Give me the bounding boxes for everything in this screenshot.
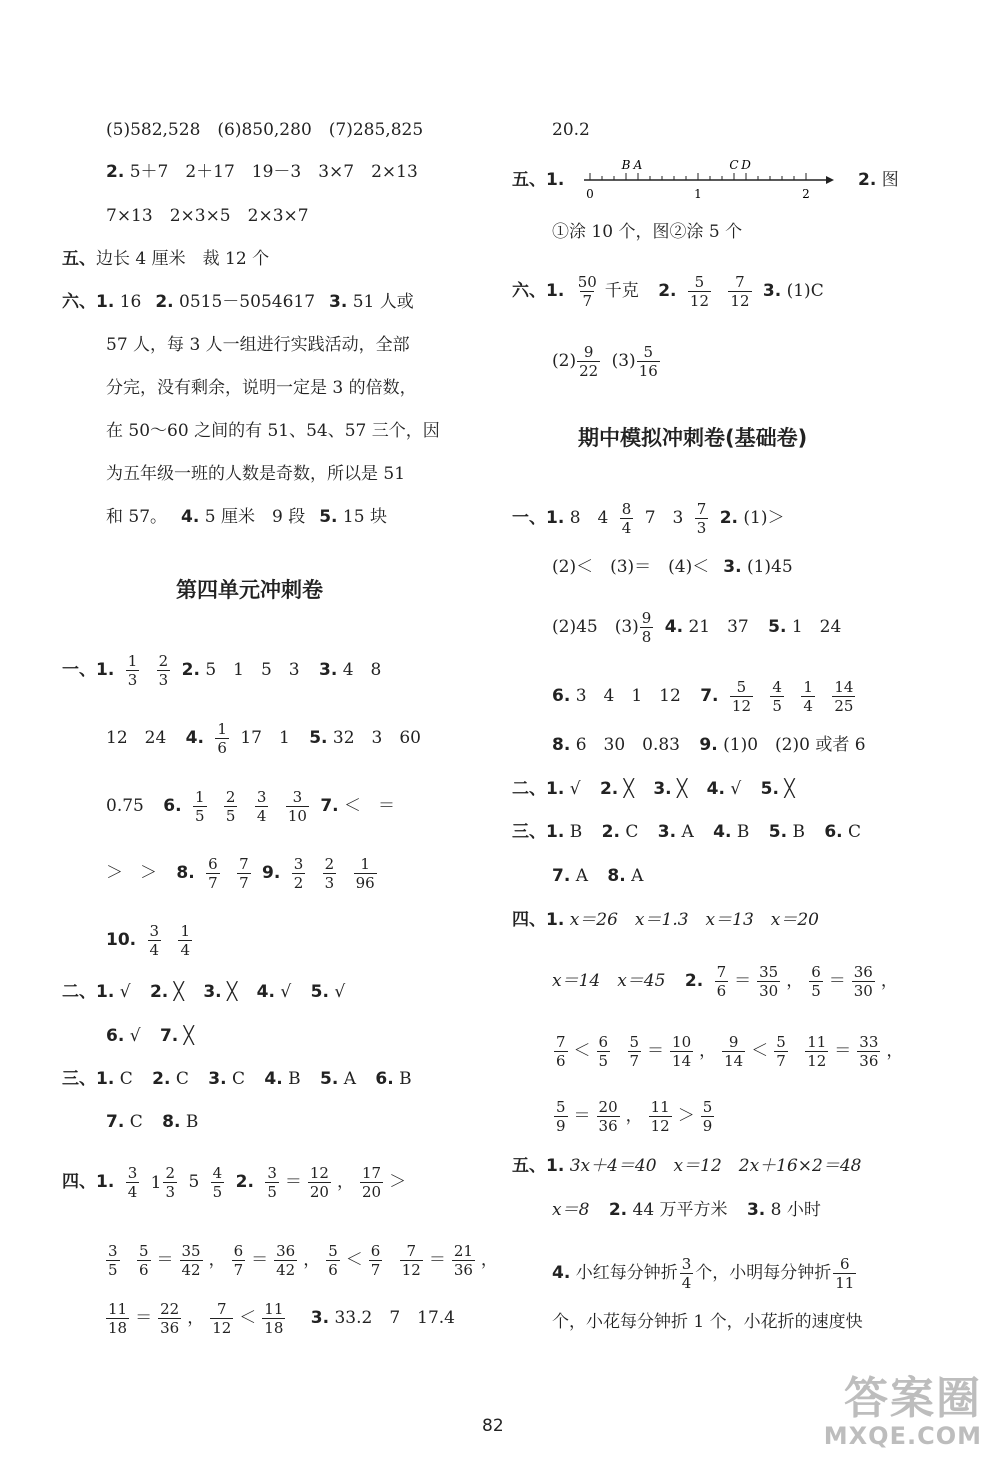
fraction: $\frac{1}{3}$: [127, 652, 138, 689]
fraction: $\frac{6}{5}$: [811, 963, 821, 1000]
fraction: $\frac{2}{5}$: [225, 788, 236, 825]
midterm-q3-row1: 三、1. B 2. C 3. A 4. B 5. B 6. C: [512, 822, 862, 842]
left-line-10: 和 57。 4. 5 厘米 9 段 5. 15 块: [106, 507, 387, 527]
midterm-q1-row5: 8. 6 30 0.83 9. (1)0 (2)0 或者 6: [552, 735, 866, 755]
left-line-7: 分完，没有剩余，说明一定是 3 的倍数，: [106, 378, 417, 398]
nl-label-a: A: [633, 158, 643, 172]
fraction: $\frac{36}{30}$: [853, 963, 873, 1000]
left-line-2: 2. 5＋7 2＋17 19－3 3×7 2×13: [106, 162, 418, 182]
unit4-q2-row1: 二、1. √ 2. ╳ 3. ╳ 4. √ 5. √: [62, 982, 346, 1002]
fraction: $\frac{6}{7}$: [370, 1242, 381, 1279]
right-line-4: (2) $\frac{9}{22}$ (3) $\frac{5}{16}$: [552, 343, 658, 380]
fraction: $\frac{3}{10}$: [287, 788, 307, 825]
section-title-unit4: 第四单元冲刺卷: [176, 578, 323, 602]
fraction: $\frac{3}{4}$: [127, 1164, 138, 1201]
midterm-q4-row4: $\frac{5}{9}$ ＝ $\frac{20}{36}$ ， $\frac{11}{12}$ ＞ $\frac{5}{9}$: [556, 1098, 713, 1135]
number-line-diagram: [580, 156, 840, 206]
fraction: $\frac{11}{18}$: [108, 1300, 128, 1337]
right-line-0: 20.2: [552, 120, 590, 140]
fraction: $\frac{1}{4}$: [803, 678, 813, 715]
fraction: $\frac{11}{12}$: [650, 1098, 670, 1135]
midterm-q4-row1: 四、1. x＝26 x＝1.3 x＝13 x＝20: [512, 910, 819, 930]
left-line-3: 7×13 2×3×5 2×3×7: [106, 206, 309, 226]
fraction: $\frac{3}{5}$: [267, 1164, 277, 1201]
fraction: $\frac{9}{8}$: [641, 609, 652, 646]
left-line-6: 57 人，每 3 人一组进行实践活动，全部: [106, 335, 410, 355]
fraction: $\frac{5}{9}$: [702, 1098, 713, 1135]
fraction: $\frac{50}{7}$: [577, 273, 597, 310]
unit4-q3-row1: 三、1. C 2. C 3. C 4. B 5. A 6. B: [62, 1069, 412, 1089]
fraction: $\frac{7}{12}$: [730, 273, 750, 310]
unit4-q1-row2: 12 24 4. $\frac{1}{6}$ 17 1 5. 32 3 60: [106, 720, 421, 757]
fraction: $\frac{21}{36}$: [453, 1242, 473, 1279]
fraction: $\frac{2}{3}$: [158, 652, 169, 689]
left-line-4: 五、边长 4 厘米 裁 12 个: [62, 249, 270, 269]
fraction: $\frac{7}{3}$: [696, 500, 707, 537]
fraction: $\frac{7}{7}$: [239, 855, 249, 892]
unit4-q1-row3: 0.75 6. $\frac{1}{5}$ $\frac{2}{5}$ $\frac{3}{4}$ $\frac{3}{10}$ 7. ＜ ＝: [106, 788, 396, 825]
right-line-3: 六、1. $\frac{50}{7}$ 千克 2. $\frac{5}{12}$ $\frac{7}{12}$ 3. (1)C: [512, 273, 824, 310]
midterm-q1-row1: 一、1. 8 4 $\frac{8}{4}$ 7 3 $\frac{7}{3}$ 2. (1)＞: [512, 500, 785, 537]
left-line-5: 六、1. 16 2. 0515－5054617 3. 51 人或: [62, 292, 414, 312]
section-title-midterm: 期中模拟冲刺卷(基础卷): [578, 426, 808, 450]
fraction: $\frac{5}{9}$: [556, 1098, 566, 1135]
fraction: $\frac{22}{36}$: [160, 1300, 180, 1337]
fraction: $\frac{3}{2}$: [293, 855, 304, 892]
fraction: $\frac{20}{36}$: [598, 1098, 618, 1135]
fraction: $\frac{35}{30}$: [759, 963, 779, 1000]
fraction: $\frac{11}{12}$: [807, 1033, 827, 1070]
fraction: $\frac{3}{4}$: [149, 922, 160, 959]
fraction: $\frac{4}{5}$: [212, 1164, 223, 1201]
fraction: $\frac{5}{7}$: [776, 1033, 786, 1070]
fraction: $\frac{10}{14}$: [672, 1033, 692, 1070]
nl-tick-2: 2: [802, 187, 810, 201]
fraction: $\frac{1}{6}$: [217, 720, 227, 757]
fraction: $\frac{3}{5}$: [108, 1242, 118, 1279]
nl-label-c: C: [729, 158, 739, 172]
fraction: $\frac{7}{12}$: [401, 1242, 421, 1279]
fraction: $\frac{36}{42}$: [276, 1242, 296, 1279]
unit4-q1-row5: 10. $\frac{3}{4}$ $\frac{1}{4}$: [106, 922, 191, 959]
midterm-q2-row1: 二、1. √ 2. ╳ 3. ╳ 4. √ 5. ╳: [512, 779, 795, 799]
fraction: $\frac{5}{16}$: [638, 343, 658, 380]
left-line-9: 为五年级一班的人数是奇数，所以是 51: [106, 464, 406, 484]
fraction: $\frac{8}{4}$: [621, 500, 632, 537]
fraction: $\frac{9}{22}$: [579, 343, 599, 380]
fraction: $\frac{7}{6}$: [556, 1033, 566, 1070]
fraction: $\frac{5}{12}$: [731, 678, 751, 715]
fraction: $\frac{5}{6}$: [328, 1242, 338, 1279]
fraction: $\frac{1}{4}$: [180, 922, 191, 959]
fraction: $\frac{3}{4}$: [256, 788, 267, 825]
unit4-q4-row2: $\frac{3}{5}$ $\frac{5}{6}$ ＝ $\frac{35}{42}$ ， $\frac{6}{7}$ ＝ $\frac{36}{42}$ ， $\frac{5}{6}$ ＜ $\frac{6}{7}$ $\frac{7}{12}$ ＝ $\frac{21}{36}$ ，: [108, 1242, 498, 1279]
right-line-1b: 2. 图: [858, 170, 899, 190]
unit4-q2-row2: 6. √ 7. ╳: [106, 1026, 194, 1046]
fraction: $\frac{12}{20}$: [309, 1164, 329, 1201]
watermark-title: 答案圈: [844, 1373, 982, 1424]
fraction: $\frac{4}{5}$: [772, 678, 782, 715]
mixed-number: 1 2 3: [150, 1164, 176, 1201]
fraction: $\frac{7}{6}$: [716, 963, 727, 1000]
fraction: $\frac{7}{12}$: [212, 1300, 232, 1337]
fraction: $\frac{17}{20}$: [361, 1164, 382, 1201]
right-line-2: ①涂 10 个，图②涂 5 个: [552, 222, 743, 242]
midterm-q3-row2: 7. A 8. A: [552, 866, 644, 886]
unit4-q1-row4: ＞ ＞ 8. $\frac{6}{7}$ $\frac{7}{7}$ 9. $\frac{3}{2}$ $\frac{2}{3}$ $\frac{1}{96}$: [106, 855, 375, 892]
watermark-logo: [823, 1373, 982, 1450]
nl-tick-0: 0: [586, 187, 594, 201]
fraction: $\frac{2}{3}$: [324, 855, 335, 892]
midterm-q1-row4: 6. 3 4 1 12 7. $\frac{5}{12}$ $\frac{4}{5}$ $\frac{1}{4}$ $\frac{14}{25}$: [552, 678, 854, 715]
midterm-q5-row1: 五、1. 3x＋4＝40 x＝12 2x＋16×2＝48: [512, 1156, 862, 1176]
unit4-q1-row1: 一、1. $\frac{1}{3}$ $\frac{2}{3}$ 2. 5 1 5 3 3. 4 8: [62, 652, 382, 689]
nl-label-b: B: [621, 158, 631, 172]
unit4-q4-row3: $\frac{11}{18}$ ＝ $\frac{22}{36}$ ， $\frac{7}{12}$ ＜ $\frac{11}{18}$ 3. 33.2 7 17.4: [108, 1300, 456, 1337]
fraction: $\frac{5}{12}$: [689, 273, 709, 310]
midterm-q1-row2: (2)＜ (3)＝ (4)＜ 3. (1)45: [552, 557, 793, 577]
watermark-url: MXQE.COM: [823, 1422, 982, 1450]
left-line-8: 在 50～60 之间的有 51、54、57 三个，因: [106, 421, 440, 441]
fraction: $\frac{6}{5}$: [598, 1033, 609, 1070]
fraction: $\frac{6}{7}$: [233, 1242, 244, 1279]
left-line-1: (5)582,528 (6)850,280 (7)285,825: [106, 120, 424, 140]
fraction: $\frac{3}{4}$: [681, 1255, 692, 1292]
nl-tick-1: 1: [694, 187, 702, 201]
midterm-q5-row4: 个，小花每分钟折 1 个，小花折的速度快: [552, 1312, 863, 1332]
fraction: $\frac{14}{25}$: [834, 678, 854, 715]
fraction: $\frac{1}{5}$: [194, 788, 205, 825]
midterm-q1-row3: (2)45 (3) $\frac{9}{8}$ 4. 21 37 5. 1 24: [552, 609, 842, 646]
midterm-q4-row2: x＝14 x＝45 2. $\frac{7}{6}$ ＝ $\frac{35}{30}$ ， $\frac{6}{5}$ ＝ $\frac{36}{30}$ ，: [552, 963, 898, 1000]
nl-label-d: D: [741, 158, 751, 172]
fraction: $\frac{9}{14}$: [724, 1033, 744, 1070]
midterm-q4-row3: $\frac{7}{6}$ ＜ $\frac{6}{5}$ $\frac{5}{7}$ ＝ $\frac{10}{14}$ ， $\frac{9}{14}$ ＜ $\frac{5}{7}$ $\frac{11}{12}$ ＝ $\frac{33}{36}$ ，: [556, 1033, 904, 1070]
midterm-q5-row2: x＝8 2. 44 万平方米 3. 8 小时: [552, 1200, 821, 1220]
fraction: $\frac{35}{42}$: [181, 1242, 201, 1279]
fraction: $\frac{6}{11}$: [835, 1255, 855, 1292]
unit4-q4-row1: 四、1. $\frac{3}{4}$ 1 2 3 5 $\frac{4}{5}$ 2. $\frac{3}{5}$ ＝ $\frac{12}{20}$ ， $\frac{17}{20}$ ＞: [62, 1164, 407, 1201]
fraction: $\frac{1}{96}$: [355, 855, 375, 892]
fraction: $\frac{5}{6}$: [138, 1242, 149, 1279]
fraction: $\frac{5}{7}$: [629, 1033, 640, 1070]
unit4-q3-row2: 7. C 8. B: [106, 1112, 199, 1132]
right-line-1: 五、1.: [512, 170, 565, 190]
fraction: $\frac{6}{7}$: [208, 855, 218, 892]
fraction: $\frac{11}{18}$: [264, 1300, 284, 1337]
page-number: 82: [482, 1416, 504, 1436]
midterm-q5-row3: 4. 小红每分钟折 $\frac{3}{4}$ 个，小明每分钟折 $\frac{6}{11}$: [552, 1255, 855, 1292]
fraction: $\frac{33}{36}$: [859, 1033, 879, 1070]
